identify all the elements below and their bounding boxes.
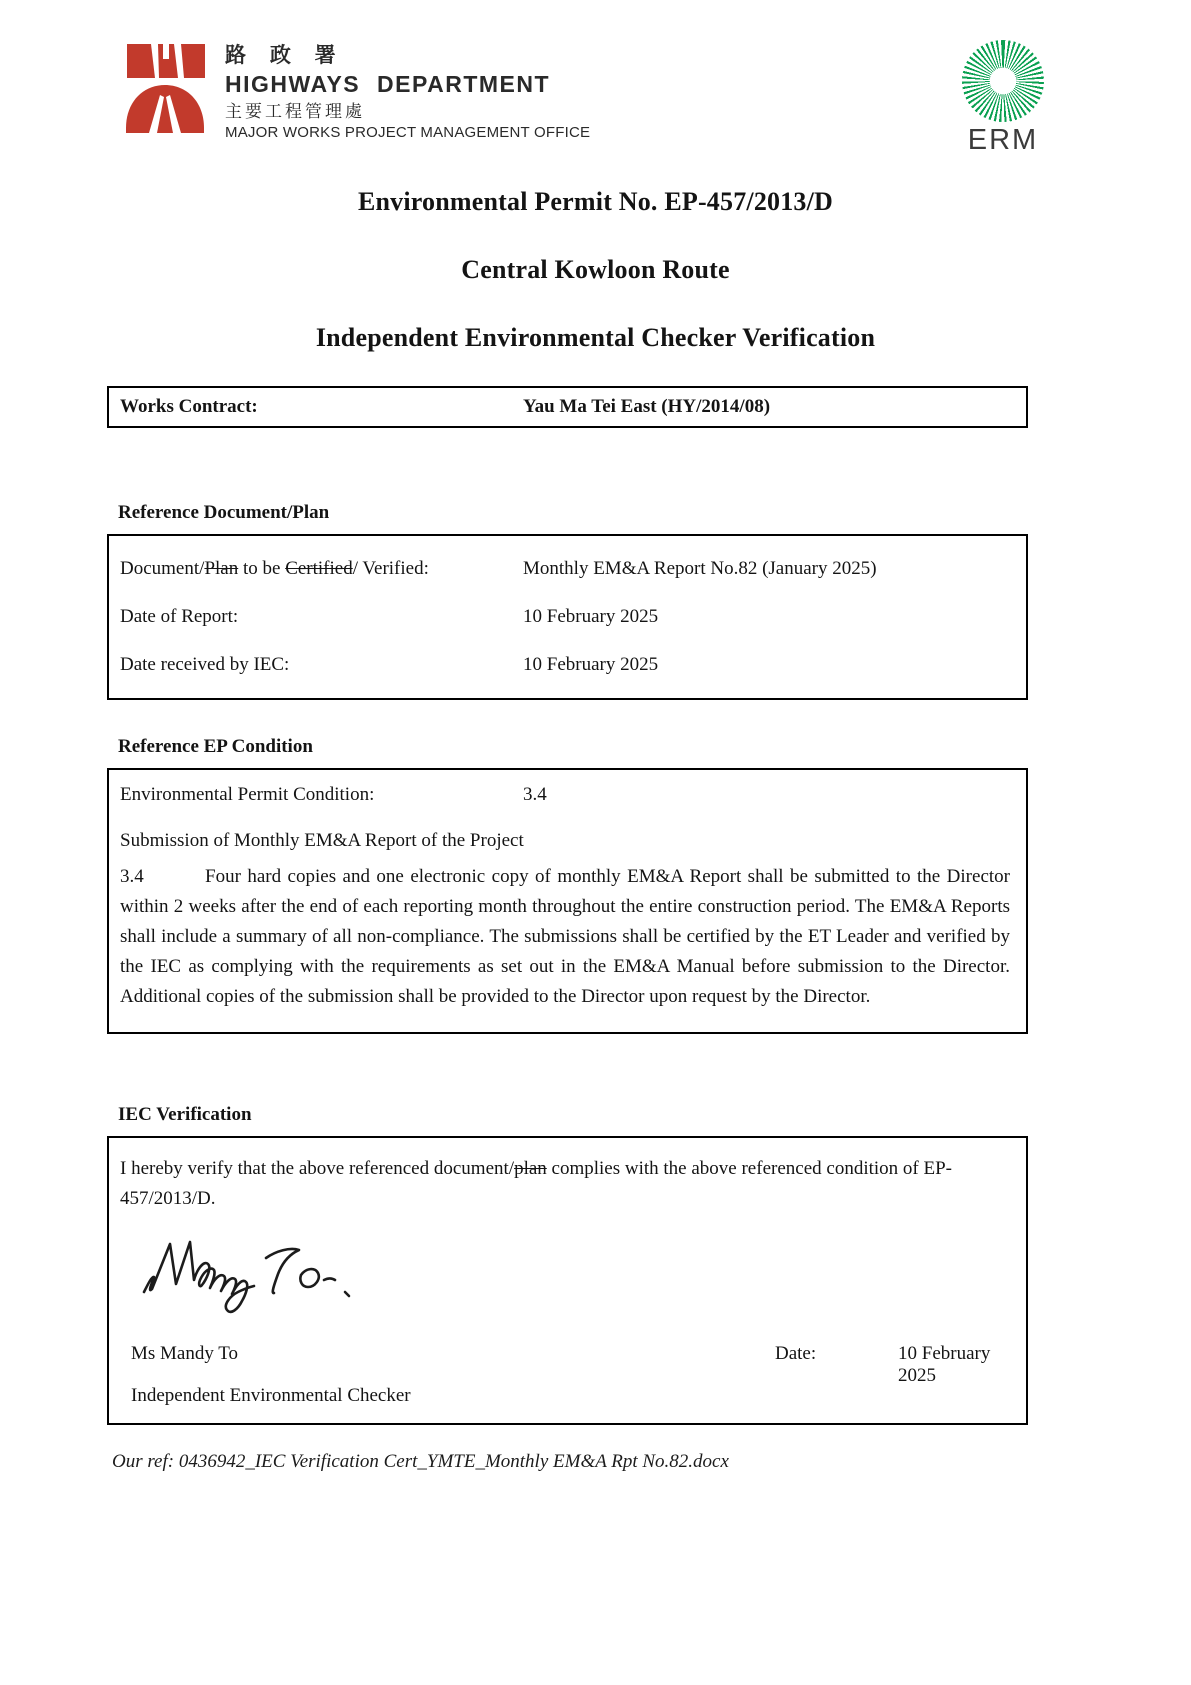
hwd-office-english: MAJOR WORKS PROJECT MANAGEMENT OFFICE — [225, 124, 591, 142]
hwd-office-chinese: 主要工程管理處 — [225, 101, 365, 121]
hwd-name-english: HIGHWAYS DEPARTMENT — [225, 71, 551, 98]
signature-area — [138, 1230, 1010, 1335]
ep-clause-number: 3.4 — [120, 866, 144, 887]
highways-department-logo-block — [125, 40, 590, 141]
iec-verification-heading: IEC Verification — [118, 1104, 252, 1125]
iec-verification-box — [107, 1136, 1028, 1425]
ep-clause-paragraph — [120, 862, 1010, 1012]
signatory-title: Independent Environmental Checker — [131, 1385, 411, 1406]
date-of-report-row — [120, 592, 1016, 640]
hwd-name-chinese: 路 政 署 — [225, 44, 345, 67]
ep-clause-text: Four hard copies and one electronic copy of monthly EM&A Report shall be submitted to the Director within 2 weeks after the end of each reporting month throughout the entire construction period. The EM&A Reports shall include a summary of all non-compliance. The submissions shall be certified by the ET Leader and verified by the IEC as complying with the requirements as set out in the EM&A Manual before submission to the Director. Additional copies of the submission shall be provided to the Director upon request by the Director. — [120, 866, 1010, 1007]
signatory-name: Ms Mandy To — [131, 1343, 239, 1364]
ep-condition-value: 3.4 — [523, 784, 547, 805]
date-received-value: 10 February 2025 — [523, 654, 659, 675]
works-contract-label: Works Contract: — [120, 396, 258, 417]
date-received-row — [120, 640, 1016, 688]
project-title: Central Kowloon Route — [461, 255, 730, 284]
erm-logo-text: ERM — [967, 124, 1039, 156]
highways-department-emblem-icon — [125, 40, 205, 133]
ep-condition-label: Environmental Permit Condition: — [120, 784, 375, 805]
document-verified-value: Monthly EM&A Report No.82 (January 2025) — [523, 558, 877, 579]
iec-statement: I hereby verify that the above referenced document/plan complies with the above referenced condition of EP-457/2013/D. — [120, 1158, 952, 1209]
struck-word-plan: Plan — [204, 558, 239, 579]
our-ref-line: Our ref: 0436942_IEC Verification Cert_YMTE_Monthly EM&A Rpt No.82.docx — [112, 1451, 729, 1472]
date-value: 10 February 2025 — [898, 1343, 991, 1386]
erm-starburst-icon — [962, 40, 1044, 122]
date-of-report-value: 10 February 2025 — [523, 606, 659, 627]
title-block — [0, 187, 1191, 353]
highways-department-text — [225, 40, 590, 141]
signatory-name-row — [120, 1343, 1010, 1386]
document-verified-row — [120, 544, 1016, 592]
reference-ep-box — [107, 768, 1028, 1034]
struck-word-plan-2: plan — [514, 1158, 547, 1179]
date-of-report-label: Date of Report: — [120, 606, 239, 627]
signature-mandy-to — [138, 1230, 358, 1325]
works-contract-value: Yau Ma Tei East (HY/2014/08) — [523, 396, 771, 417]
reference-document-box — [107, 534, 1028, 700]
ep-condition-subheading: Submission of Monthly EM&A Report of the Project — [120, 830, 524, 851]
date-received-label: Date received by IEC: — [120, 654, 290, 675]
works-contract-box — [107, 386, 1028, 428]
document-verified-label: Document/Plan to be Certified/ Verified: — [120, 558, 429, 579]
struck-word-certified: Certified — [285, 558, 353, 579]
ep-condition-row — [120, 784, 1010, 806]
document-type-title: Independent Environmental Checker Verification — [315, 323, 876, 352]
reference-document-heading: Reference Document/Plan — [118, 502, 330, 523]
erm-logo-block — [933, 40, 1073, 157]
date-label: Date: — [775, 1343, 817, 1364]
permit-number-title: Environmental Permit No. EP-457/2013/D — [357, 187, 834, 216]
page-header — [0, 0, 1191, 157]
reference-ep-heading: Reference EP Condition — [118, 736, 313, 757]
